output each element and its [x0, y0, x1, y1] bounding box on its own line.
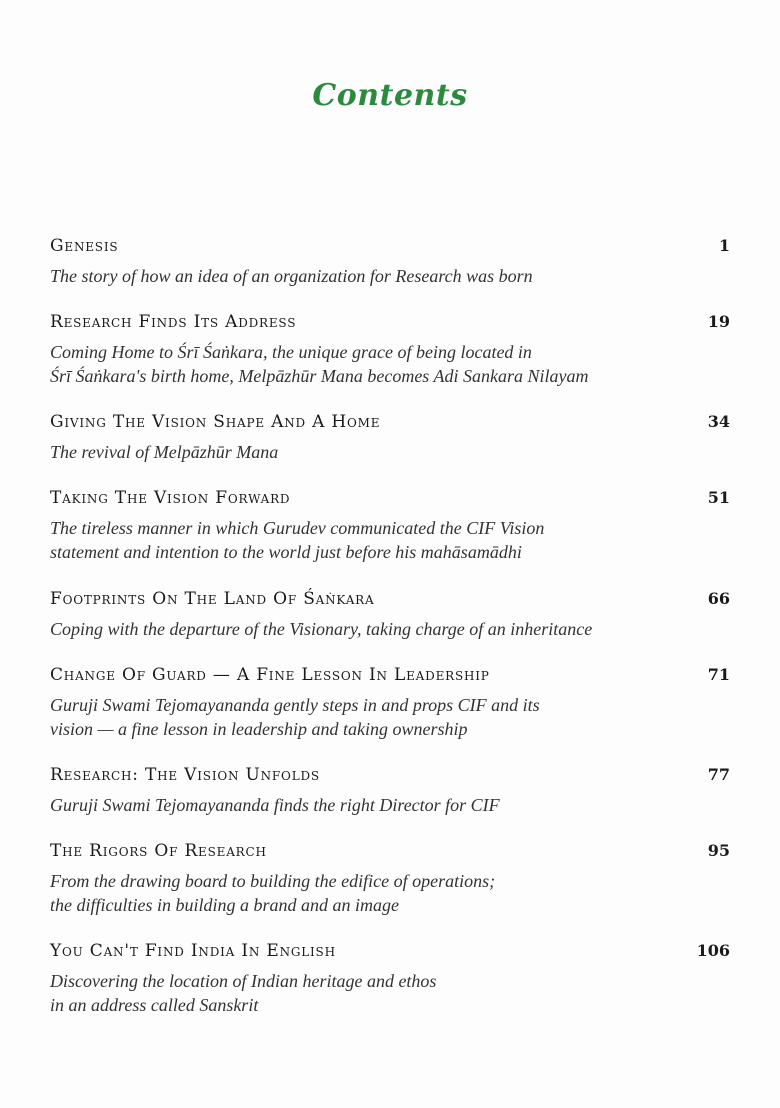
- toc-entry[interactable]: [50, 939, 730, 1017]
- chapter-title[interactable]: Footprints On The Land Of Śaṅkara: [50, 589, 375, 609]
- description-line: Guruji Swami Tejomayananda finds the right Director for CIF: [50, 795, 500, 815]
- toc-entry[interactable]: [50, 587, 730, 641]
- toc-entry[interactable]: [50, 839, 730, 917]
- toc-entry-header: [50, 310, 730, 334]
- chapter-title[interactable]: Giving The Vision Shape And A Home: [50, 412, 381, 432]
- page-title: Contents: [312, 78, 468, 113]
- description-line: Guruji Swami Tejomayananda gently steps in and props CIF and its: [50, 695, 540, 715]
- chapter-title[interactable]: Research Finds Its Address: [50, 312, 297, 332]
- toc-entry[interactable]: [50, 234, 730, 288]
- chapter-description: [50, 693, 730, 741]
- toc-entry-header: [50, 763, 730, 787]
- description-line: Śrī Śaṅkara's birth home, Melpāzhūr Mana becomes Adi Sankara Nilayam: [50, 366, 589, 386]
- toc-entry[interactable]: [50, 486, 730, 564]
- description-line: Coping with the departure of the Visionary, taking charge of an inheritance: [50, 619, 593, 639]
- page-number: 71: [707, 665, 730, 684]
- description-line: The revival of Melpāzhūr Mana: [50, 442, 279, 462]
- description-line: the difficulties in building a brand and an image: [50, 895, 399, 915]
- page-number: 19: [707, 312, 730, 331]
- chapter-title[interactable]: You Can't Find India In English: [50, 941, 336, 961]
- description-line: The story of how an idea of an organization for Research was born: [50, 266, 533, 286]
- page-number: 95: [707, 841, 730, 860]
- toc-entry[interactable]: [50, 310, 730, 388]
- toc-entry-header: [50, 234, 730, 258]
- chapter-title[interactable]: The Rigors Of Research: [50, 841, 267, 861]
- page-number: 51: [707, 488, 730, 507]
- chapter-description: [50, 440, 730, 464]
- chapter-description: [50, 793, 730, 817]
- description-line: Coming Home to Śrī Śaṅkara, the unique grace of being located in: [50, 342, 532, 362]
- chapter-description: [50, 969, 730, 1017]
- description-line: statement and intention to the world just before his mahāsamādhi: [50, 542, 522, 562]
- chapter-title[interactable]: Taking The Vision Forward: [50, 488, 291, 508]
- toc-entry-header: [50, 839, 730, 863]
- description-line: The tireless manner in which Gurudev communicated the CIF Vision: [50, 518, 545, 538]
- chapter-title[interactable]: Research: The Vision Unfolds: [50, 765, 320, 785]
- toc-entry-header: [50, 663, 730, 687]
- chapter-description: [50, 617, 730, 641]
- description-line: Discovering the location of Indian heritage and ethos: [50, 971, 437, 991]
- chapter-description: [50, 340, 730, 388]
- toc-entry-header: [50, 587, 730, 611]
- description-line: in an address called Sanskrit: [50, 995, 259, 1015]
- toc-entry[interactable]: [50, 663, 730, 741]
- chapter-description: [50, 869, 730, 917]
- chapter-description: [50, 516, 730, 564]
- page-number: 66: [707, 589, 730, 608]
- chapter-description: [50, 264, 730, 288]
- page-number: 1: [718, 236, 730, 255]
- toc-entry[interactable]: [50, 410, 730, 464]
- toc-entry-header: [50, 410, 730, 434]
- chapter-title[interactable]: Genesis: [50, 236, 119, 256]
- toc-entry-header: [50, 486, 730, 510]
- page-number: 34: [707, 412, 730, 431]
- page-number: 77: [707, 765, 730, 784]
- toc-entry[interactable]: [50, 763, 730, 817]
- chapter-title[interactable]: Change Of Guard — A Fine Lesson In Leadership: [50, 665, 490, 685]
- page-number: 106: [696, 941, 730, 960]
- description-line: vision — a fine lesson in leadership and taking ownership: [50, 719, 468, 739]
- toc-entry-header: [50, 939, 730, 963]
- description-line: From the drawing board to building the edifice of operations;: [50, 871, 496, 891]
